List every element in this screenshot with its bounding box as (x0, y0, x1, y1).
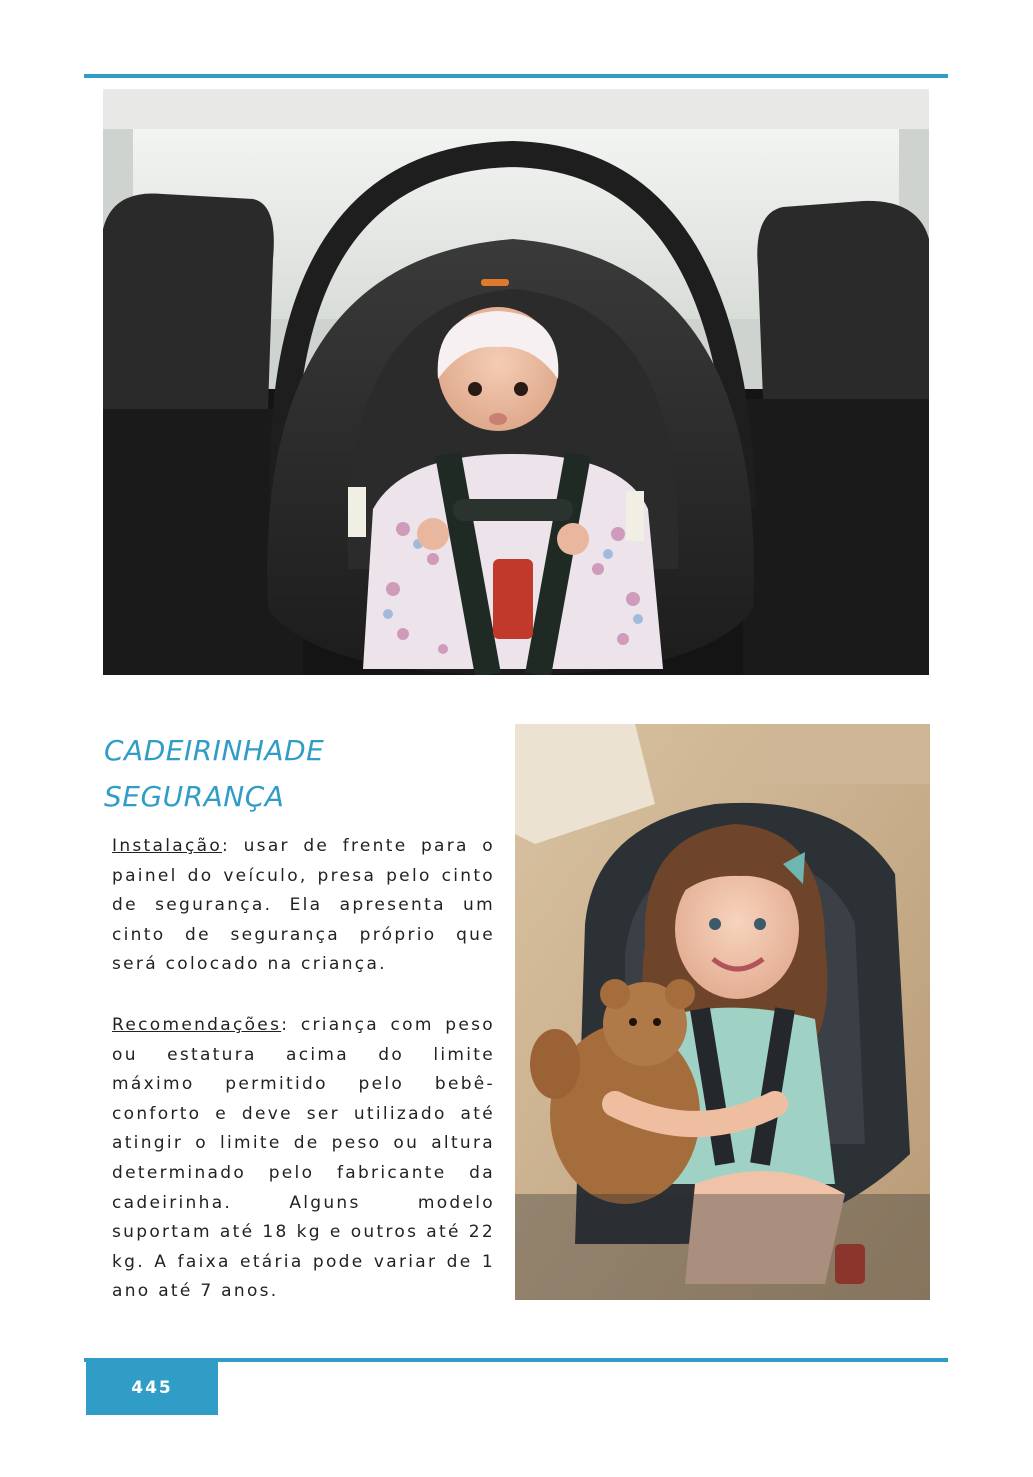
installation-term: Instalação (112, 836, 223, 856)
top-divider (84, 74, 948, 78)
infant-car-seat-photo (103, 89, 929, 675)
heading-line-2: SEGURANÇA (104, 780, 285, 813)
recommendations-term: Recomendações (112, 1015, 282, 1035)
heading-line-1: CADEIRINHADE (104, 734, 325, 767)
installation-paragraph (112, 832, 495, 980)
page-number: 445 (86, 1362, 218, 1415)
installation-text: : usar de frente para o painel do veículo, presa pelo cinto de segurança. Ela apresenta um cinto de segurança próprio que será colocado na criança. (112, 836, 495, 975)
section-heading (104, 728, 504, 820)
child-booster-seat-photo (515, 724, 930, 1300)
recommendations-text: : criança com peso ou estatura acima do limite máximo permitido pelo bebê-conforto e deve ser utilizado até atingir o limite de peso ou altura determinado pelo fabricante da cadeirinha. Alguns modelo suportam até 18 kg e outros até 22 kg. A faixa etária pode variar de 1 ano até 7 anos. (112, 1015, 495, 1302)
recommendations-paragraph (112, 1011, 495, 1307)
